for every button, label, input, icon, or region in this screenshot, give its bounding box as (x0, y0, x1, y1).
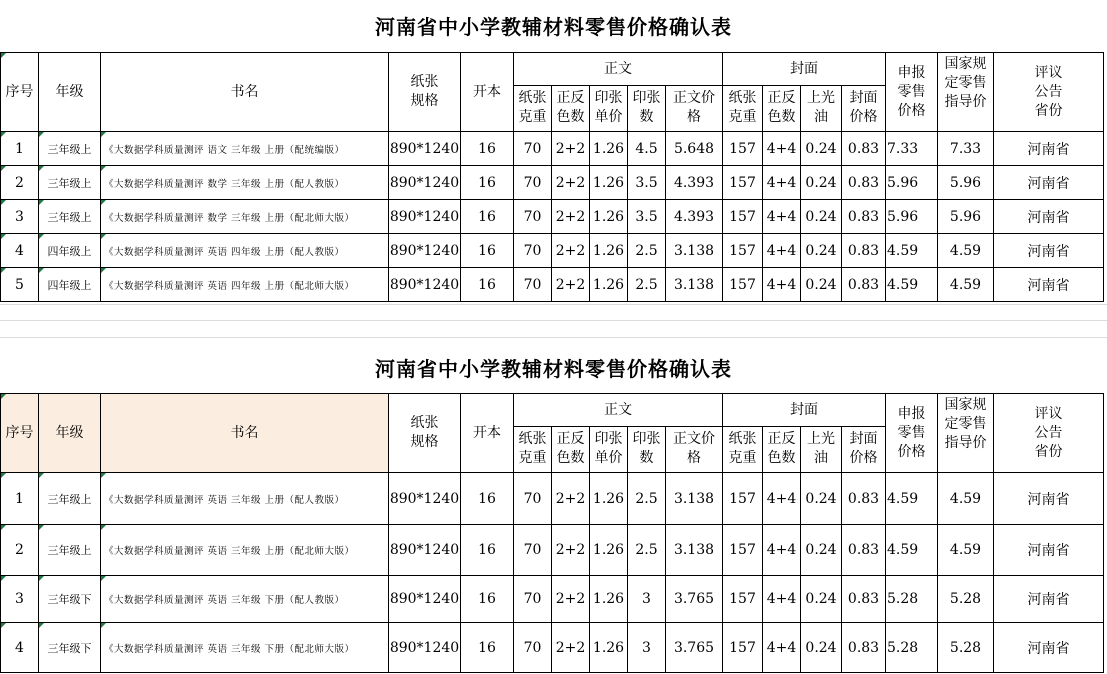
header-national-price: 国家规定零售指导价 (944, 56, 987, 110)
header-seq: 序号 (1, 53, 39, 132)
cell-spec: 890*1240 (389, 525, 461, 576)
cell-bn: 2.5 (628, 473, 666, 525)
cell-format: 16 (461, 473, 514, 525)
cell-bs: 2+2 (552, 234, 590, 268)
header-body-paper-weight: 纸张克重 (518, 431, 547, 467)
cell-bw: 70 (514, 576, 552, 623)
cell-bs: 2+2 (552, 525, 590, 576)
cell-format: 16 (461, 234, 514, 268)
cell-dp: 5.96 (886, 200, 938, 234)
header-body-print-price: 印张单价 (594, 431, 623, 467)
cell-cs: 4+4 (763, 525, 801, 576)
header-declared-price: 申报零售价格 (886, 53, 938, 132)
cell-cg: 0.24 (801, 200, 842, 234)
header-cover-group: 封面 (723, 394, 886, 427)
cell-bs: 2+2 (552, 473, 590, 525)
header-book-name: 书名 (101, 53, 389, 132)
cell-cg: 0.24 (801, 268, 842, 302)
cell-bs: 2+2 (552, 200, 590, 234)
cell-spec: 890*1240 (389, 473, 461, 525)
cell-spec: 890*1240 (389, 576, 461, 623)
header-body-print-price: 印张单价 (594, 90, 623, 126)
table-row (1, 132, 1104, 166)
cell-bn: 3.5 (628, 166, 666, 200)
cell-book: 《大数据学科质量测评 英语 四年级 上册（配北师大版） (101, 268, 389, 302)
cell-format: 16 (461, 200, 514, 234)
cell-grade: 三年级下 (39, 576, 101, 623)
table-row (1, 576, 1104, 623)
cell-bn: 3 (628, 576, 666, 623)
cell-cw: 157 (723, 623, 763, 673)
cell-np: 7.33 (938, 132, 994, 166)
cell-cg: 0.24 (801, 576, 842, 623)
cell-cs: 4+4 (763, 234, 801, 268)
cell-cg: 0.24 (801, 473, 842, 525)
cell-bp: 1.26 (590, 525, 628, 576)
cell-bn: 2.5 (628, 234, 666, 268)
cell-cs: 4+4 (763, 132, 801, 166)
cell-seq: 1 (1, 132, 39, 166)
cell-cp: 0.83 (842, 200, 886, 234)
cell-bt: 3.765 (666, 576, 723, 623)
cell-prov: 河南省 (994, 268, 1104, 302)
cell-book: 《大数据学科质量测评 英语 三年级 下册（配人教版） (101, 576, 389, 623)
cell-spec: 890*1240 (389, 623, 461, 673)
cell-seq: 2 (1, 166, 39, 200)
cell-grade: 三年级上 (39, 166, 101, 200)
cell-grade: 三年级上 (39, 132, 101, 166)
header-paper-spec: 纸张规格 (389, 53, 461, 132)
header-body-sheets: 印张数 (632, 431, 661, 467)
cell-bs: 2+2 (552, 166, 590, 200)
header-body-group: 正文 (514, 394, 723, 427)
table-row (1, 623, 1104, 673)
cell-cp: 0.83 (842, 234, 886, 268)
price-table-1 (0, 52, 1104, 302)
cell-bt: 3.138 (666, 473, 723, 525)
header-grade: 年级 (39, 53, 101, 132)
cell-bt: 4.393 (666, 166, 723, 200)
cell-cw: 157 (723, 268, 763, 302)
cell-bt: 3.765 (666, 623, 723, 673)
cell-bs: 2+2 (552, 268, 590, 302)
cell-bt: 3.138 (666, 234, 723, 268)
cell-grade: 三年级上 (39, 473, 101, 525)
cell-grade: 四年级上 (39, 234, 101, 268)
cell-spec: 890*1240 (389, 234, 461, 268)
cell-bp: 1.26 (590, 166, 628, 200)
table-row (1, 268, 1104, 302)
header-cover-group: 封面 (723, 53, 886, 86)
cell-dp: 4.59 (886, 525, 938, 576)
header-book-name: 书名 (101, 394, 389, 473)
cell-cw: 157 (723, 200, 763, 234)
cell-bs: 2+2 (552, 132, 590, 166)
cell-bn: 3.5 (628, 200, 666, 234)
cell-cg: 0.24 (801, 623, 842, 673)
cell-cw: 157 (723, 525, 763, 576)
header-national-price: 国家规定零售指导价 (944, 397, 987, 451)
cell-cw: 157 (723, 132, 763, 166)
cell-book: 《大数据学科质量测评 英语 四年级 上册（配人教版） (101, 234, 389, 268)
cell-cw: 157 (723, 166, 763, 200)
price-table-2 (0, 393, 1104, 673)
header-cover-gloss: 上光油 (807, 431, 836, 467)
cell-prov: 河南省 (994, 525, 1104, 576)
header-grade: 年级 (39, 394, 101, 473)
cell-cp: 0.83 (842, 525, 886, 576)
cell-spec: 890*1240 (389, 268, 461, 302)
cell-bw: 70 (514, 200, 552, 234)
cell-dp: 4.59 (886, 268, 938, 302)
cell-book: 《大数据学科质量测评 语文 三年级 上册（配统编版） (101, 132, 389, 166)
cell-bt: 4.393 (666, 200, 723, 234)
cell-bw: 70 (514, 268, 552, 302)
cell-bn: 2.5 (628, 525, 666, 576)
cell-seq: 2 (1, 525, 39, 576)
cell-prov: 河南省 (994, 576, 1104, 623)
cell-format: 16 (461, 576, 514, 623)
cell-np: 5.96 (938, 166, 994, 200)
cell-spec: 890*1240 (389, 200, 461, 234)
cell-prov: 河南省 (994, 166, 1104, 200)
cell-cp: 0.83 (842, 268, 886, 302)
cell-format: 16 (461, 623, 514, 673)
header-cover-price: 封面价格 (849, 431, 878, 467)
header-body-paper-weight: 纸张克重 (518, 90, 547, 126)
header-body-group: 正文 (514, 53, 723, 86)
cell-cp: 0.83 (842, 473, 886, 525)
cell-bw: 70 (514, 525, 552, 576)
cell-cg: 0.24 (801, 234, 842, 268)
cell-seq: 4 (1, 234, 39, 268)
cell-cs: 4+4 (763, 473, 801, 525)
cell-cp: 0.83 (842, 132, 886, 166)
cell-cp: 0.83 (842, 576, 886, 623)
table-row (1, 525, 1104, 576)
table-row (1, 473, 1104, 525)
header-declared-price: 申报零售价格 (886, 394, 938, 473)
cell-bw: 70 (514, 473, 552, 525)
sheet-gridline (0, 304, 1107, 305)
table-row (1, 234, 1104, 268)
cell-prov: 河南省 (994, 200, 1104, 234)
header-body-sides: 正反色数 (556, 90, 585, 126)
cell-bw: 70 (514, 234, 552, 268)
cell-np: 5.28 (938, 623, 994, 673)
table-row (1, 200, 1104, 234)
cell-bt: 3.138 (666, 525, 723, 576)
header-cover-sides: 正反色数 (767, 431, 796, 467)
cell-bp: 1.26 (590, 473, 628, 525)
cell-dp: 5.96 (886, 166, 938, 200)
cell-book: 《大数据学科质量测评 英语 三年级 上册（配人教版） (101, 473, 389, 525)
header-cover-paper-weight: 纸张克重 (728, 431, 757, 467)
header-review-province: 评议公告省份 (994, 394, 1104, 473)
cell-cw: 157 (723, 234, 763, 268)
cell-dp: 7.33 (886, 132, 938, 166)
cell-cg: 0.24 (801, 525, 842, 576)
cell-bs: 2+2 (552, 576, 590, 623)
header-format: 开本 (461, 394, 514, 473)
table-title-1: 河南省中小学教辅材料零售价格确认表 (375, 15, 732, 39)
cell-bt: 3.138 (666, 268, 723, 302)
header-cover-gloss: 上光油 (807, 90, 836, 126)
cell-cs: 4+4 (763, 623, 801, 673)
cell-bp: 1.26 (590, 200, 628, 234)
cell-book: 《大数据学科质量测评 英语 三年级 下册（配北师大版） (101, 623, 389, 673)
cell-np: 4.59 (938, 525, 994, 576)
header-cover-price: 封面价格 (849, 90, 878, 126)
cell-prov: 河南省 (994, 473, 1104, 525)
cell-grade: 三年级上 (39, 200, 101, 234)
cell-bw: 70 (514, 166, 552, 200)
cell-cp: 0.83 (842, 166, 886, 200)
header-format: 开本 (461, 53, 514, 132)
cell-bp: 1.26 (590, 268, 628, 302)
cell-format: 16 (461, 166, 514, 200)
cell-dp: 4.59 (886, 234, 938, 268)
cell-bt: 5.648 (666, 132, 723, 166)
sheet-gridline (0, 337, 1107, 338)
cell-grade: 三年级下 (39, 623, 101, 673)
cell-bp: 1.26 (590, 623, 628, 673)
cell-seq: 5 (1, 268, 39, 302)
cell-seq: 3 (1, 576, 39, 623)
cell-cs: 4+4 (763, 166, 801, 200)
header-review-province: 评议公告省份 (994, 53, 1104, 132)
cell-bw: 70 (514, 623, 552, 673)
cell-grade: 四年级上 (39, 268, 101, 302)
header-cover-paper-weight: 纸张克重 (728, 90, 757, 126)
header-seq: 序号 (1, 394, 39, 473)
cell-bs: 2+2 (552, 623, 590, 673)
cell-bp: 1.26 (590, 234, 628, 268)
header-body-price: 正文价格 (673, 431, 715, 467)
cell-bw: 70 (514, 132, 552, 166)
cell-format: 16 (461, 525, 514, 576)
cell-dp: 4.59 (886, 473, 938, 525)
cell-spec: 890*1240 (389, 166, 461, 200)
header-cover-sides: 正反色数 (767, 90, 796, 126)
cell-cp: 0.83 (842, 623, 886, 673)
header-body-sheets: 印张数 (632, 90, 661, 126)
cell-np: 5.28 (938, 576, 994, 623)
cell-np: 4.59 (938, 268, 994, 302)
cell-seq: 3 (1, 200, 39, 234)
header-body-price: 正文价格 (673, 90, 715, 126)
cell-spec: 890*1240 (389, 132, 461, 166)
cell-book: 《大数据学科质量测评 数学 三年级 上册（配北师大版） (101, 200, 389, 234)
cell-bp: 1.26 (590, 576, 628, 623)
cell-np: 4.59 (938, 473, 994, 525)
cell-cs: 4+4 (763, 576, 801, 623)
cell-dp: 5.28 (886, 623, 938, 673)
cell-bp: 1.26 (590, 132, 628, 166)
cell-cg: 0.24 (801, 166, 842, 200)
cell-seq: 4 (1, 623, 39, 673)
cell-cw: 157 (723, 576, 763, 623)
header-paper-spec: 纸张规格 (389, 394, 461, 473)
cell-dp: 5.28 (886, 576, 938, 623)
cell-bn: 2.5 (628, 268, 666, 302)
cell-format: 16 (461, 132, 514, 166)
cell-format: 16 (461, 268, 514, 302)
cell-book: 《大数据学科质量测评 英语 三年级 上册（配北师大版） (101, 525, 389, 576)
cell-prov: 河南省 (994, 132, 1104, 166)
header-body-sides: 正反色数 (556, 431, 585, 467)
cell-book: 《大数据学科质量测评 数学 三年级 上册（配人教版） (101, 166, 389, 200)
table-title-2: 河南省中小学教辅材料零售价格确认表 (375, 357, 732, 381)
cell-np: 4.59 (938, 234, 994, 268)
cell-cw: 157 (723, 473, 763, 525)
cell-bn: 4.5 (628, 132, 666, 166)
cell-cs: 4+4 (763, 268, 801, 302)
cell-bn: 3 (628, 623, 666, 673)
cell-cs: 4+4 (763, 200, 801, 234)
sheet-gridline (0, 320, 1107, 321)
cell-seq: 1 (1, 473, 39, 525)
cell-np: 5.96 (938, 200, 994, 234)
cell-cg: 0.24 (801, 132, 842, 166)
cell-grade: 三年级上 (39, 525, 101, 576)
cell-prov: 河南省 (994, 623, 1104, 673)
cell-prov: 河南省 (994, 234, 1104, 268)
table-row (1, 166, 1104, 200)
